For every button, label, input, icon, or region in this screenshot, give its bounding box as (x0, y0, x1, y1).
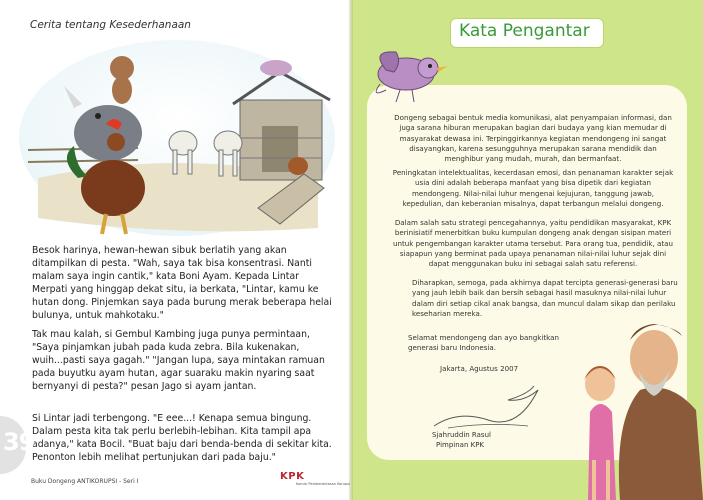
signatory-name: Sjahruddin Rasul (432, 431, 491, 439)
story-paragraph-2: Tak mau kalah, si Gembul Kambing juga punya permintaan, "Saya pinjamkan jubah pada kuda zebra. Bila kukenakan, wuih...pasti saya gagah." "Jangan lupa, saya mintakan ramuan pada buyutku ayam hutan, agar suaraku makin nyaring saat bernyanyi di pesta?" pesan Jago si ayam jantan. (32, 329, 325, 392)
foreword-paragraph-3: Dalam salah satu strategi pencegahannya, yaitu pendidikan masyarakat, KPK berinisiatif menerbitkan buku kumpulan dongeng anak dengan sisipan materi untuk pengembangan karakter utama tersebut. Para orang tua, pendidik, atau siapapun yang berminat pada upaya penanaman nilai-nilai luhur sejak dini dapat menggunakan buku ini sebagai salah satu referensi. (392, 218, 673, 269)
foreword-paragraph-5: Selamat mendongeng dan ayo bangkitkan generasi baru Indonesia. (408, 333, 559, 353)
book-series-footer: Buku Dongeng ANTIKORUPSI - Seri I (31, 478, 139, 485)
foreword-paragraph-4: Diharapkan, semoga, pada akhirnya dapat tercipta generasi-generasi baru yang jauh lebih baik dan bersih sebagai hasil masuknya nilai-nilai luhur dalam diri setiap cikal anak bangsa, dan muncul dalam sikap dan perilaku keseharian mereka. (412, 278, 678, 318)
purple-bird-icon (366, 40, 466, 105)
grandfather-and-girl-illustration (570, 300, 703, 500)
place-date: Jakarta, Agustus 2007 (440, 364, 519, 373)
foreword-paragraph-2: Peningkatan intelektualitas, kecerdasan emosi, dan penanaman karakter sejak usia dini adalah beberapa manfaat yang bisa dipetik dari kegiatan mendongeng. Nilai-nilai luhur mengenai kejujuran, tanggung jawab, kepedulian, dan keberanian misalnya, dapat terbangun melalui dongeng. (392, 168, 674, 208)
farm-animals-illustration (18, 38, 336, 238)
kpk-logo-subtitle: Komisi Pemberantasan Korupsi (296, 482, 351, 486)
page-number: 39 (3, 428, 35, 456)
story-paragraph-1: Besok harinya, hewan-hewan sibuk berlatih yang akan ditampilkan di pesta. "Wah, saya tak bisa konsentrasi. Nanti malam saya ingin cantik," kata Boni Ayam. Kepada Lintar Merpati yang hinggap dekat situ, ia berkata, "Lintar, kamu ke hutan dong. Pinjemkan saya pada burung merak beberapa helai bulunya, untuk mahkotaku." (32, 245, 332, 321)
story-title: Cerita tentang Kesederhanaan (30, 19, 191, 31)
kpk-logo: KPK (280, 471, 305, 482)
foreword-title: Kata Pengantar (459, 21, 590, 41)
story-paragraph-3: Si Lintar jadi terbengong. "E eee...! Kenapa semua bingung. Dalam pesta kita tak perlu berlebih-lebihan. Kita tampil apa adanya," kata Bocil. "Buat baju dari benda-benda di sekitar kita. Penonton lebih melihat pertunjukan dari pada baju." (32, 413, 332, 463)
signatory-role: Pimpinan KPK (436, 441, 485, 449)
foreword-paragraph-1: Dongeng sebagai bentuk media komunikasi, alat penyampaian informasi, dan juga sarana hiburan merupakan bagian dari budaya yang kian memudar di masyarakat dewasa ini. Terpinggirkannya kegiatan mendongeng ini sangat disayangkan, karena sesungguhnya merupakan sarana mendidik dan menghibur yang mudah, murah, dan bermanfaat. (394, 113, 672, 164)
book-spine (349, 0, 353, 500)
